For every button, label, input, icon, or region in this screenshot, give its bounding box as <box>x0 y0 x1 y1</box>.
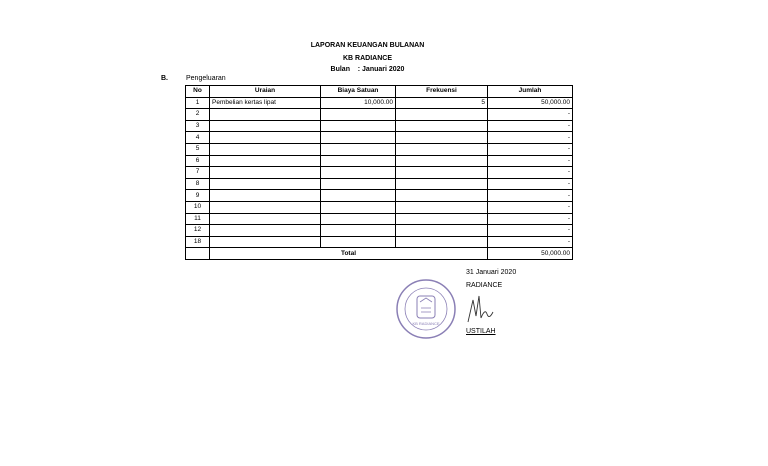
row-jumlah: - <box>488 236 573 248</box>
table-row <box>186 109 573 121</box>
row-biaya <box>321 190 396 202</box>
row-frekuensi: 5 <box>396 97 488 109</box>
row-jumlah: - <box>488 109 573 121</box>
row-frekuensi <box>396 167 488 179</box>
report-title: LAPORAN KEUANGAN BULANAN <box>310 42 425 49</box>
row-uraian <box>210 109 321 121</box>
table-row <box>186 225 573 237</box>
row-no: 10 <box>186 201 210 213</box>
table-header-row <box>186 86 573 98</box>
row-biaya <box>321 236 396 248</box>
table-row <box>186 97 573 109</box>
row-no: 6 <box>186 155 210 167</box>
col-header-biaya: Biaya Satuan <box>321 86 396 98</box>
row-jumlah: - <box>488 178 573 190</box>
row-jumlah: - <box>488 190 573 202</box>
row-uraian <box>210 190 321 202</box>
row-no: 11 <box>186 213 210 225</box>
row-jumlah: - <box>488 225 573 237</box>
row-frekuensi <box>396 213 488 225</box>
row-biaya <box>321 132 396 144</box>
signature-name: USTILAH <box>466 328 496 335</box>
row-frekuensi <box>396 155 488 167</box>
col-header-uraian: Uraian <box>210 86 321 98</box>
table-row <box>186 120 573 132</box>
row-biaya <box>321 213 396 225</box>
table-row <box>186 201 573 213</box>
row-frekuensi <box>396 225 488 237</box>
row-jumlah: - <box>488 155 573 167</box>
row-jumlah: - <box>488 143 573 155</box>
row-uraian <box>210 120 321 132</box>
row-frekuensi <box>396 120 488 132</box>
row-no: 7 <box>186 167 210 179</box>
row-jumlah: - <box>488 201 573 213</box>
row-frekuensi <box>396 109 488 121</box>
row-biaya <box>321 201 396 213</box>
row-uraian <box>210 225 321 237</box>
col-header-frekuensi: Frekuensi <box>396 86 488 98</box>
row-frekuensi <box>396 143 488 155</box>
stamp-text: KB RADIANCE <box>412 321 440 326</box>
row-biaya <box>321 225 396 237</box>
signature-org: RADIANCE <box>466 282 503 289</box>
section-title: Pengeluaran <box>186 75 226 82</box>
row-uraian <box>210 236 321 248</box>
table-row <box>186 143 573 155</box>
section-letter: B. <box>161 75 168 82</box>
row-uraian <box>210 201 321 213</box>
row-biaya <box>321 109 396 121</box>
report-org: KB RADIANCE <box>343 55 392 62</box>
row-no: 8 <box>186 178 210 190</box>
signature-date: 31 Januari 2020 <box>466 269 517 276</box>
total-value: 50,000.00 <box>488 248 573 260</box>
table-row <box>186 167 573 179</box>
report-month: Bulan : Januari 2020 <box>330 66 405 73</box>
table-row <box>186 155 573 167</box>
row-uraian <box>210 213 321 225</box>
total-blank <box>186 248 210 260</box>
row-frekuensi <box>396 132 488 144</box>
stamp-seal <box>395 278 457 340</box>
row-uraian: Pembelian kertas lipat <box>210 97 321 109</box>
row-no: 3 <box>186 120 210 132</box>
table-row <box>186 213 573 225</box>
row-frekuensi <box>396 201 488 213</box>
row-biaya <box>321 178 396 190</box>
row-biaya <box>321 120 396 132</box>
row-uraian <box>210 167 321 179</box>
row-jumlah: - <box>488 213 573 225</box>
col-header-no: No <box>186 86 210 98</box>
row-no: 1 <box>186 97 210 109</box>
row-biaya <box>321 167 396 179</box>
row-frekuensi <box>396 190 488 202</box>
table-row <box>186 132 573 144</box>
row-no: 12 <box>186 225 210 237</box>
table-row <box>186 236 573 248</box>
row-uraian <box>210 155 321 167</box>
row-no: 9 <box>186 190 210 202</box>
row-no: 5 <box>186 143 210 155</box>
row-jumlah: 50,000.00 <box>488 97 573 109</box>
row-jumlah: - <box>488 120 573 132</box>
total-label: Total <box>210 248 488 260</box>
row-biaya <box>321 143 396 155</box>
total-row <box>186 248 573 260</box>
row-jumlah: - <box>488 132 573 144</box>
row-no: 18 <box>186 236 210 248</box>
row-biaya <box>321 155 396 167</box>
row-uraian <box>210 132 321 144</box>
row-no: 2 <box>186 109 210 121</box>
row-no: 4 <box>186 132 210 144</box>
row-uraian <box>210 143 321 155</box>
row-jumlah: - <box>488 167 573 179</box>
signature-scribble <box>465 290 495 326</box>
row-uraian <box>210 178 321 190</box>
expense-table <box>185 85 573 260</box>
table-row <box>186 190 573 202</box>
row-biaya: 10,000.00 <box>321 97 396 109</box>
row-frekuensi <box>396 178 488 190</box>
row-frekuensi <box>396 236 488 248</box>
table-row <box>186 178 573 190</box>
col-header-jumlah: Jumlah <box>488 86 573 98</box>
